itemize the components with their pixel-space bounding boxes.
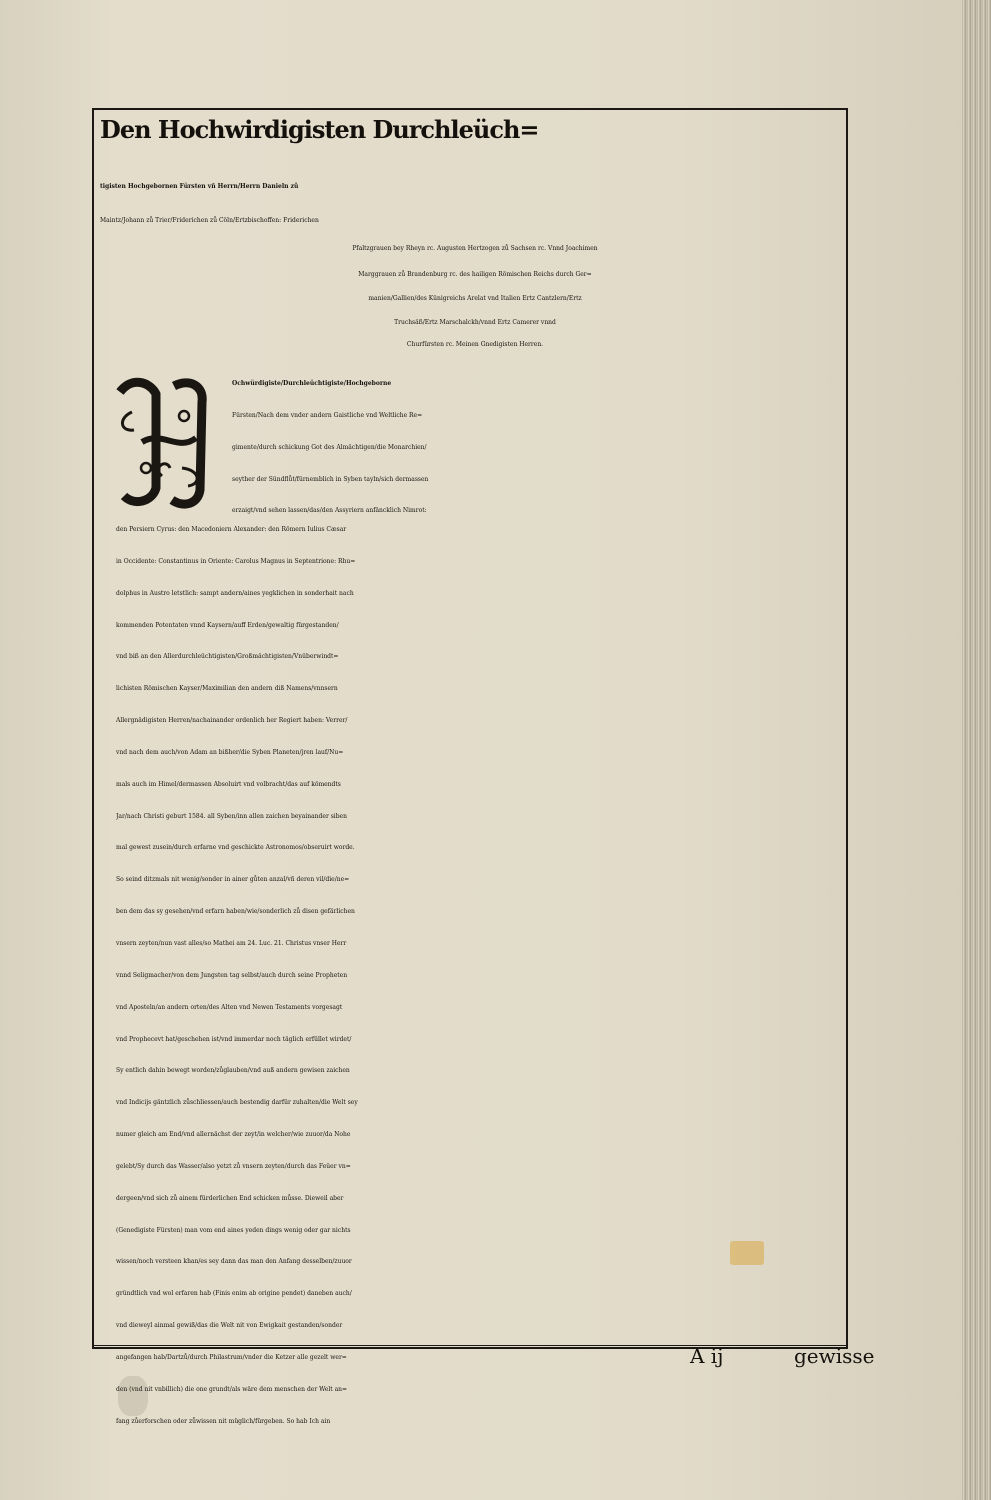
dedication-line: tigisten Hochgebornen Fürsten vñ Herrn/Herrn Danieln zů: [100, 183, 299, 190]
decorated-initial-letter: [112, 372, 214, 512]
text-line: erzaigt/vnd sehen lassen/das/den Assyriern anfäncklich Nimrot:: [232, 507, 427, 515]
text-line: (Genedigiste Fürsten) man vom end aines yeden dings wenig oder gar nichts: [116, 1226, 351, 1234]
text-line: den Persiern Cyrus: den Macedoniern Alexander: den Römern Iulius Cæsar: [116, 526, 347, 533]
text-line: gelebt/Sy durch das Wasser/also yetzt zů vnsern zeyten/durch das Feüer vn=: [116, 1162, 351, 1170]
text-line: vnnd Seligmacher/von dem Jungsten tag selbst/auch durch seine Propheten: [116, 971, 348, 979]
text-line: mal gewest zusein/durch erfarne vnd geschickte Astronomos/obseruirt worde.: [116, 844, 355, 852]
body-text-opening: [232, 368, 850, 527]
text-line: Ochwürdigiste/Durchleüchtigiste/Hochgeborne: [232, 380, 392, 387]
text-line: gimente/durch schickung Got des Almächtigen/die Monarchien/: [232, 443, 427, 451]
text-line: vnsern zeyten/nun vast alles/so Mathei am 24. Luc. 21. Christus vnser Herr: [116, 939, 347, 947]
text-line: vnd dieweyl ainmal gewiß/das die Welt nit von Ewigkait gestanden/sonder: [116, 1322, 343, 1330]
page-edges: [962, 0, 991, 1500]
text-line: Allergnädigisten Herren/nachainander ordenlich her Regiert haben: Verrer/: [116, 717, 348, 725]
dedication-line: Den Hochwirdigisten Durchleüch=: [100, 115, 539, 144]
dedication-line: Truchsäß/Ertz Marschalckh/vnnd Ertz Camerer vnnd: [394, 319, 556, 326]
text-line: Sy entlich dahin bewegt worden/zůglauben/vnd auß andern gewisen zaichen: [116, 1067, 350, 1075]
text-line: vnd biß an den Allerdurchleüchtigisten/Großmächtigisten/Vnüberwindt=: [116, 653, 339, 661]
dedication-line: Marggrauen zů Brandenburg rc. des hailigen Römischen Reichs durch Ger=: [358, 271, 592, 278]
text-line: ben dem das sy gesehen/vnd erfarn haben/wie/sonderlich zů disen gefärlichen: [116, 908, 355, 916]
text-line: den (vnd nit vnbillich) die one grundt/als wäre dem menschen der Welt an=: [116, 1385, 348, 1393]
dedication-line: manien/Gallien/des Künigreichs Arelat vnd Italien Ertz Cantzlern/Ertz: [368, 295, 582, 302]
text-line: vnd Prophecevt hat/geschehen ist/vnd immerdar noch täglich erfüllet wirdet/: [116, 1035, 352, 1043]
text-line: numer gleich am End/vnd allernächst der zeyt/in welcher/wie zuuor/da Nohe: [116, 1131, 351, 1139]
text-line: lichisten Römischen Kayser/Maximilian den andern diß Namens/vnnsern: [116, 685, 338, 693]
text-line: mals auch im Himel/dermassen Absoluirt vnd volbracht/das auf kömendts: [116, 780, 341, 788]
text-line: vnd nach dem auch/von Adam an bißher/die Syben Planeten/jren lauf/Nu=: [116, 748, 344, 756]
text-line: dergeen/vnd sich zů ainem fürderlichen End schicken můsse. Dieweil aber: [116, 1194, 344, 1202]
dedication-heading: [100, 115, 850, 364]
text-line: vnd Indicijs gäntzlich zůschliessen/auch bestendig darfür zuhalten/die Welt sey: [116, 1099, 358, 1107]
text-line: So seind ditzmals nit wenig/sonder in ainer gůten anzal/vñ deren vil/die/ne=: [116, 876, 350, 884]
text-line: seyther der Sündflůt/fürnemblich in Syben tayln/sich dermassen: [232, 475, 429, 483]
dedication-line: Pfaltzgrauen bey Rheyn rc. Augusten Hertzogen zů Sachsen rc. Vnnd Joachimen: [352, 245, 598, 252]
text-line: vnd Aposteln/an andern orten/des Alten vnd Newen Testaments vorgesagt: [116, 1003, 343, 1011]
text-line: wissen/noch versteen khan/es sey dann das man den Anfang desselben/zuuor: [116, 1258, 352, 1266]
text-line: gründtlich vnd wol erfaren hab (Finis enim ab origine pendet) daneben auch/: [116, 1290, 352, 1298]
text-line: kommenden Potentaten vnnd Kaysern/auff Erden/gewaltig fürgestanden/: [116, 621, 339, 629]
catchword: gewisse: [794, 1344, 875, 1368]
text-line: in Occidente: Constantinus in Oriente: Carolus Magnus in Septentrione: Rhu=: [116, 557, 356, 565]
text-line: Jar/nach Christi geburt 1584. all Syben/inn allen zaichen beyainander siben: [116, 812, 347, 820]
highlighter-mark: [730, 1241, 764, 1265]
text-line: fang zůerforschen oder zůwissen nit müglich/fürgeben. So hab Ich ain: [116, 1417, 331, 1425]
text-line: Fürsten/Nach dem vnder andern Gaistliche vnd Weltliche Re=: [232, 411, 423, 419]
text-line: angefangen hab/Dartzů/durch Philastrum/vnder die Ketzer alle gezelt wer=: [116, 1353, 347, 1361]
body-text: [116, 514, 852, 1437]
text-line: dolphus in Austro letstlich: sampt andern/aines yegklichen in sonderhait nach: [116, 589, 354, 597]
initial-h-ornament: [112, 372, 214, 512]
signature-mark: A ij: [690, 1344, 724, 1368]
dedication-line: Churfürsten rc. Meinen Gnedigisten Herren.: [406, 341, 544, 348]
dedication-line: Maintz/Johann zů Trier/Friderichen zů Cöln/Ertzbischoffen: Friderichen: [100, 217, 319, 224]
